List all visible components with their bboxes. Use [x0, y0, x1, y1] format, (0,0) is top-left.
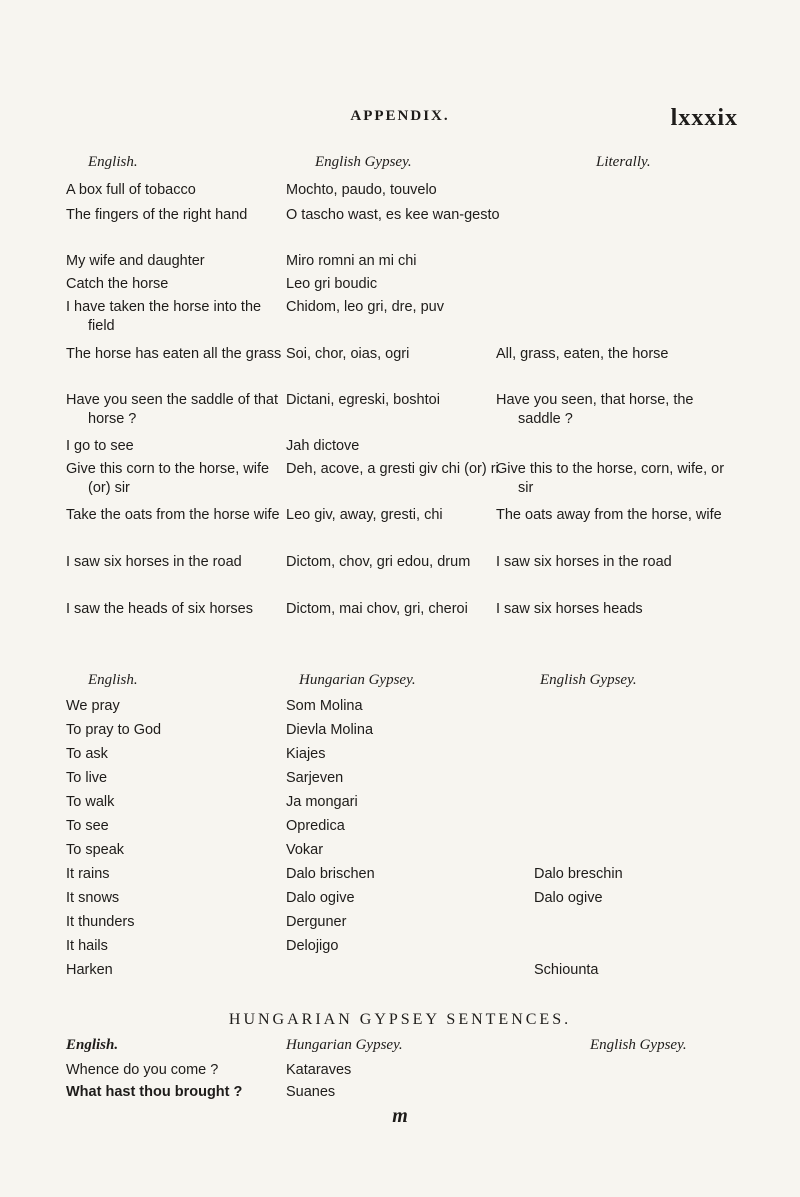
- table-row-english: To live: [66, 770, 108, 786]
- table-row-english-gypsey: Dalo ogive: [534, 890, 603, 906]
- col-head-english-gypsey: English Gypsey.: [315, 154, 412, 170]
- table-row-hungarian: Vokar: [286, 842, 324, 858]
- table-row-english: It thunders: [66, 914, 135, 930]
- signature-mark: m: [392, 1105, 408, 1127]
- table-row-english: We pray: [66, 698, 120, 714]
- table-row-literally: Give this to the horse, corn, wife, or sir: [496, 461, 725, 496]
- table-row-english: To see: [66, 818, 109, 834]
- table-row-gypsey: Dictom, chov, gri edou, drum: [286, 554, 471, 570]
- running-head: APPENDIX.: [350, 108, 450, 124]
- table-row-gypsey: Chidom, leo gri, dre, puv: [286, 299, 444, 315]
- col-head-english-gypsey: English Gypsey.: [590, 1037, 687, 1053]
- table-row-english: I saw six horses in the road: [66, 554, 242, 570]
- table-row-hungarian: Sarjeven: [286, 770, 344, 786]
- table-row-gypsey: Dictani, egreski, boshtoi: [286, 392, 440, 408]
- table-row-gypsey: O tascho wast, es kee wan-gesto: [286, 207, 500, 223]
- table-row-gypsey: Jah dictove: [286, 438, 360, 454]
- col-head-hungarian-gypsey: Hungarian Gypsey.: [299, 672, 416, 688]
- col-head-literally: Literally.: [596, 154, 651, 170]
- table-row-literally: All, grass, eaten, the horse: [496, 346, 669, 362]
- table-row-english: The fingers of the right hand: [66, 207, 248, 223]
- col-head-english: English.: [88, 672, 138, 688]
- table-row-hungarian: Delojigo: [286, 938, 339, 954]
- table-row-gypsey: Mochto, paudo, touvelo: [286, 182, 437, 198]
- table-row-english-gypsey: Dalo breschin: [534, 866, 623, 882]
- table-row-literally: I saw six horses heads: [496, 601, 643, 617]
- table-row-hungarian: Dalo brischen: [286, 866, 375, 882]
- table-row-english-gypsey: Schiounta: [534, 962, 599, 978]
- table-row-gypsey: Leo gri boudic: [286, 276, 378, 292]
- table-row-english: What hast thou brought ?: [66, 1084, 243, 1100]
- table-row-english: To speak: [66, 842, 125, 858]
- col-head-english: English.: [66, 1037, 119, 1053]
- table-row-literally: The oats away from the horse, wife: [496, 507, 722, 523]
- table-row-literally: Have you seen, that horse, the saddle ?: [496, 392, 694, 427]
- table-row-english: My wife and daughter: [66, 253, 205, 269]
- table-row-english: Give this corn to the horse, wife (or) sir: [66, 461, 270, 496]
- table-row-english: To pray to God: [66, 722, 162, 738]
- table-row-english: Whence do you come ?: [66, 1062, 219, 1078]
- col-head-hungarian-gypsey: Hungarian Gypsey.: [286, 1037, 403, 1053]
- table-row-english: It snows: [66, 890, 120, 906]
- table-row-english: A box full of tobacco: [66, 182, 196, 198]
- table-row-gypsey: Dictom, mai chov, gri, cheroi: [286, 601, 468, 617]
- table-row-english: To walk: [66, 794, 115, 810]
- table-row-gypsey: Soi, chor, oias, ogri: [286, 346, 410, 362]
- table-row-gypsey: Deh, acove, a gresti giv chi (or) ri: [286, 461, 499, 477]
- table-row-gypsey: Leo giv, away, gresti, chi: [286, 507, 443, 523]
- table-row-hungarian: Derguner: [286, 914, 347, 930]
- table-row-literally: I saw six horses in the road: [496, 554, 672, 570]
- table-row-hungarian: Opredica: [286, 818, 345, 834]
- table-row-english: It rains: [66, 866, 110, 882]
- table-row-hungarian: Som Molina: [286, 698, 363, 714]
- table-row-english: I have taken the horse into the field: [66, 299, 262, 334]
- table-row-english: I go to see: [66, 438, 134, 454]
- table-row-hungarian: Suanes: [286, 1084, 336, 1100]
- table-row-english: To ask: [66, 746, 108, 762]
- table-row-english: I saw the heads of six horses: [66, 601, 253, 617]
- table-row-hungarian: Dievla Molina: [286, 722, 374, 738]
- table-row-hungarian: Dalo ogive: [286, 890, 355, 906]
- page-number: lxxxix: [670, 105, 738, 131]
- table-row-english: Catch the horse: [66, 276, 169, 292]
- table-row-english: The horse has eaten all the grass: [66, 346, 282, 362]
- table-row-hungarian: Kataraves: [286, 1062, 352, 1078]
- table-row-english: Harken: [66, 962, 113, 978]
- col-head-english-gypsey: English Gypsey.: [540, 672, 637, 688]
- table-row-hungarian: Kiajes: [286, 746, 326, 762]
- section-title: HUNGARIAN GYPSEY SENTENCES.: [228, 1011, 572, 1028]
- col-head-english: English.: [88, 154, 138, 170]
- table-row-gypsey: Miro romni an mi chi: [286, 253, 417, 269]
- table-row-english: Have you seen the saddle of that horse ?: [66, 392, 279, 427]
- table-row-hungarian: Ja mongari: [286, 794, 358, 810]
- table-row-english: It hails: [66, 938, 108, 954]
- table-row-english: Take the oats from the horse wife: [66, 507, 280, 523]
